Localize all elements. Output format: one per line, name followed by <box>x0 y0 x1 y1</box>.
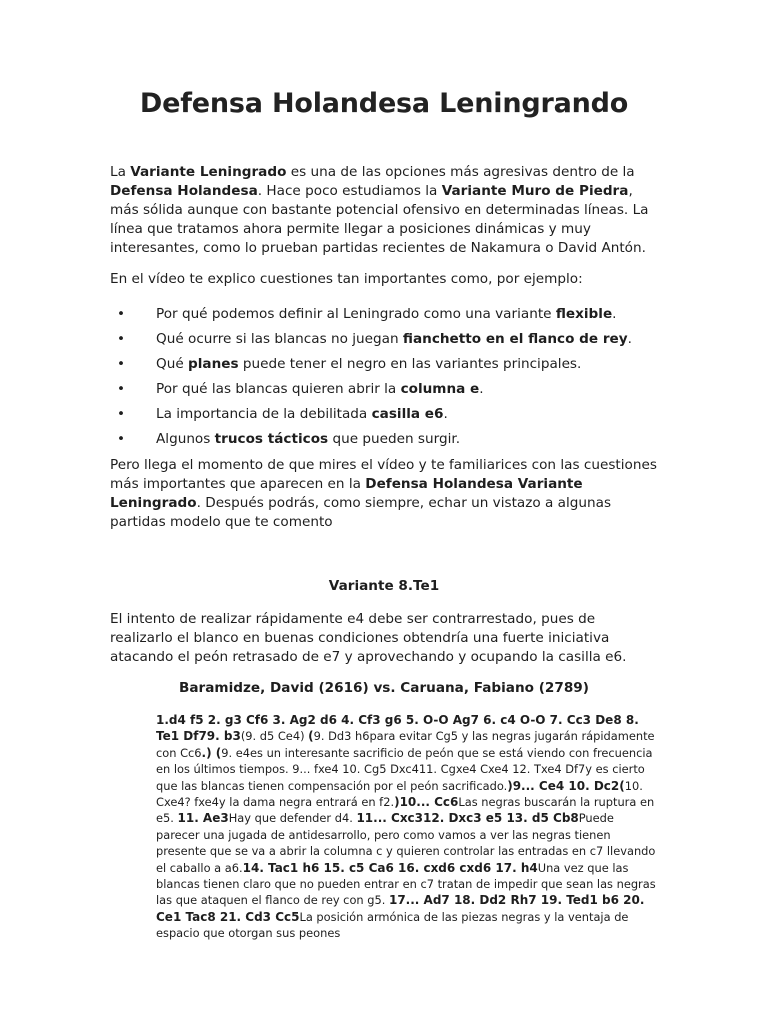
game-comment: 9. Dd3 h6para evitar Cg5 y las negras jugarán rápidamente con Cc6 <box>156 729 655 760</box>
closing-bold: Defensa Holandesa Variante Leningrado <box>110 476 583 511</box>
game-moves: )10... Cc6 <box>394 795 459 810</box>
video-intro-paragraph: En el vídeo te explico cuestiones tan importantes como, por ejemplo: <box>110 271 583 287</box>
list-item <box>110 354 658 379</box>
game-moves: )9... Ce4 10. Dc2( <box>507 778 625 793</box>
game-moves: 1.d4 f5 2. g3 Cf6 3. Ag2 d6 4. Cf3 g6 5. O-O Ag7 6. c4 O-O 7. Cc3 De8 8. Te1 Df79. b3 <box>156 713 639 744</box>
bullet-icon: • <box>116 306 126 322</box>
list-item-bold: planes <box>188 356 239 372</box>
intro-text-4: , más sólida aunque con bastante potencial ofensivo en determinadas líneas. La línea que tratamos ahora permite llegar a posiciones dinámicas y muy interesantes, como lo prueban partidas recientes de Nakamura o David Antón. <box>110 183 649 256</box>
game-moves: 14. Tac1 h6 15. c5 Ca6 16. cxd6 cxd6 17. h4 <box>242 860 538 875</box>
game-heading: Baramidze, David (2616) vs. Caruana, Fabiano (2789) <box>179 680 589 696</box>
game-comment: Las negras buscarán la ruptura en e5. <box>156 795 655 826</box>
bullet-list <box>110 304 658 454</box>
list-item-text: Por qué las blancas quieren abrir la <box>156 381 401 397</box>
bullet-icon: • <box>116 381 126 397</box>
list-item-text: que pueden surgir. <box>328 431 461 447</box>
game-notation <box>156 712 660 942</box>
list-item-bold: casilla e6 <box>371 406 444 422</box>
section-heading: Variante 8.Te1 <box>328 578 440 594</box>
closing-paragraph <box>110 456 658 532</box>
list-item <box>110 379 658 404</box>
list-item-text: Qué <box>156 356 188 372</box>
intro-text-1: La <box>110 164 131 180</box>
list-item-bold: trucos tácticos <box>214 431 329 447</box>
bullet-icon: • <box>116 356 126 372</box>
section-paragraph: El intento de realizar rápidamente e4 debe ser contrarrestado, pues de realizarlo el blanco en buenas condiciones obtendría una fuerte iniciativa atacando el peón retrasado de e7 y aprovechando y ocupando la casilla e6. <box>110 611 627 665</box>
intro-bold-1: Variante Leningrado <box>130 164 287 180</box>
bullet-icon: • <box>116 431 126 447</box>
list-item-bold: flexible <box>555 306 613 322</box>
game-comment: Puede parecer una jugada de antidesarrollo, pero como vamos a ver las negras tienen presente que se va a abrir la columna c y quieren controlar las entradas en c7 llevando el caballo a a6. <box>156 811 656 875</box>
game-moves: 11... Cxc312. Dxc3 e5 13. d5 Cb8 <box>356 811 579 826</box>
game-comment: Hay que defender d4. <box>228 811 357 826</box>
list-item <box>110 429 658 454</box>
list-item-bold: fianchetto en el flanco de rey <box>402 331 628 347</box>
intro-bold-3: Variante Muro de Piedra <box>441 183 629 199</box>
list-item-text: . <box>627 331 632 347</box>
intro-text-3: . Hace poco estudiamos la <box>257 183 442 199</box>
bullet-icon: • <box>116 406 126 422</box>
intro-paragraph <box>110 163 658 258</box>
list-item-text: Algunos <box>156 431 215 447</box>
page-title: Defensa Holandesa Leningrando <box>139 88 629 119</box>
list-item <box>110 304 658 329</box>
game-comment: 9. e4es un interesante sacrificio de peón que se está viendo con frecuencia en los últimos tiempos. 9... fxe4 10. Cg5 Dxc411. Cgxe4 Cxe4 12. Txe4 Df7y es cierto que las blancas tienen compensación por el peón sacrificado. <box>156 745 653 793</box>
list-item-text: . <box>612 306 617 322</box>
list-item-text: La importancia de la debilitada <box>156 406 372 422</box>
closing-text-1: Pero llega el momento de que mires el vídeo y te familiarices con las cuestiones más importantes que aparecen en la <box>110 457 657 492</box>
game-comment: Una vez que las blancas tienen claro que no pueden entrar en c7 tratan de impedir que sean las negras las que ataquen el flanco de rey con g5. <box>156 860 656 908</box>
game-moves: .) ( <box>201 745 222 760</box>
list-item-text: Qué ocurre si las blancas no juegan <box>156 331 403 347</box>
list-item-text: Por qué podemos definir al Leningrado como una variante <box>156 306 556 322</box>
game-comment: La posición armónica de las piezas negras y la ventaja de espacio que otorgan sus peones <box>156 909 629 941</box>
bullet-icon: • <box>116 331 126 347</box>
game-comment: 10. Cxe4? fxe4y la dama negra entrará en f2. <box>156 778 643 810</box>
game-moves: 11. Ae3 <box>177 811 229 826</box>
game-comment: (9. d5 Ce4) <box>240 729 309 744</box>
game-moves: 17... Ad7 18. Dd2 Rh7 19. Ted1 b6 20. Ce1 Tac8 21. Cd3 Cc5 <box>156 893 645 924</box>
list-item <box>110 329 658 354</box>
list-item-bold: columna e <box>400 381 480 397</box>
list-item-text: . <box>479 381 484 397</box>
game-moves: ( <box>308 729 314 744</box>
closing-text-2: . Después podrás, como siempre, echar un vistazo a algunas partidas modelo que te comento <box>110 495 612 530</box>
list-item-text: puede tener el negro en las variantes principales. <box>238 356 582 372</box>
list-item <box>110 404 658 429</box>
intro-text-2: es una de las opciones más agresivas dentro de la <box>286 164 635 180</box>
intro-bold-2: Defensa Holandesa <box>110 183 258 199</box>
list-item-text: . <box>443 406 448 422</box>
